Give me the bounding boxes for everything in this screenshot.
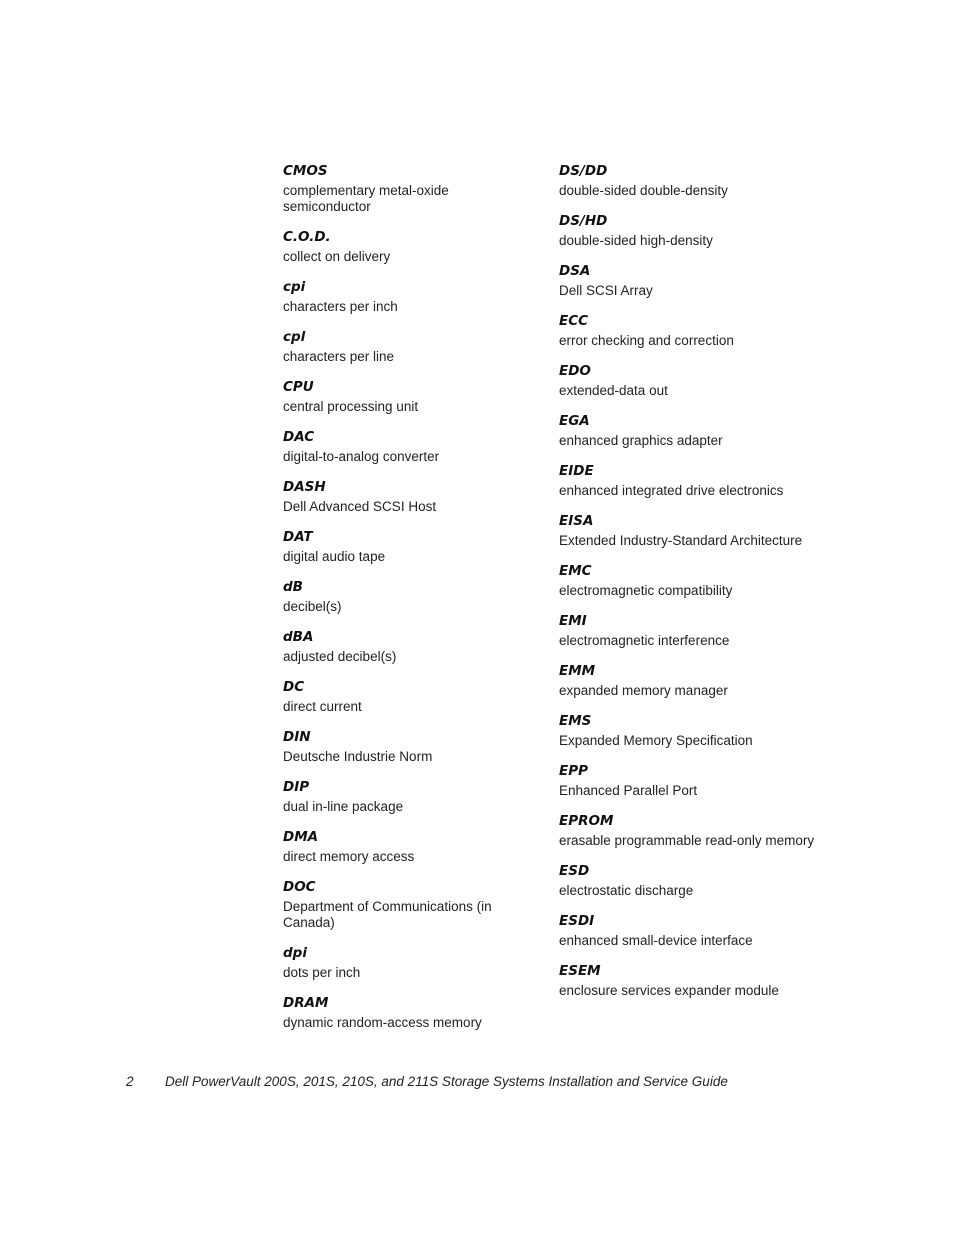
glossary-term: EMM bbox=[559, 663, 596, 679]
glossary-entry bbox=[559, 912, 829, 949]
glossary-entry bbox=[559, 662, 829, 699]
glossary-term: DASH bbox=[283, 479, 326, 495]
glossary-entry bbox=[559, 762, 829, 799]
glossary-term: CMOS bbox=[283, 163, 328, 179]
glossary-term: DIN bbox=[283, 729, 311, 745]
glossary-term: EDO bbox=[559, 363, 591, 379]
glossary-definition: Department of Communications (in Canada) bbox=[283, 899, 492, 930]
glossary-entry bbox=[559, 812, 829, 849]
glossary-definition: extended-data out bbox=[559, 383, 668, 398]
glossary-term: ECC bbox=[559, 313, 589, 329]
glossary-term: dBA bbox=[283, 629, 314, 645]
glossary-entry bbox=[559, 162, 829, 199]
glossary-definition: digital audio tape bbox=[283, 549, 386, 564]
glossary-term: ESDI bbox=[559, 913, 595, 929]
glossary-term: ESEM bbox=[559, 963, 601, 979]
glossary-definition: electrostatic discharge bbox=[559, 883, 694, 898]
glossary-definition: Deutsche Industrie Norm bbox=[283, 749, 433, 764]
page-number: 2 bbox=[126, 1074, 134, 1089]
glossary-term: dB bbox=[283, 579, 303, 595]
glossary-definition: electromagnetic compatibility bbox=[559, 583, 733, 598]
glossary-definition: enhanced graphics adapter bbox=[559, 433, 723, 448]
document-title: Dell PowerVault 200S, 201S, 210S, and 211S Storage Systems Installation and Service Guide bbox=[165, 1074, 728, 1089]
glossary-definition: characters per line bbox=[283, 349, 395, 364]
glossary-term: ESD bbox=[559, 863, 590, 879]
glossary-term: EMC bbox=[559, 563, 592, 579]
glossary-definition: enclosure services expander module bbox=[559, 983, 779, 998]
glossary-entry bbox=[283, 878, 538, 931]
glossary-entry bbox=[283, 578, 538, 615]
glossary-entry bbox=[283, 478, 538, 515]
glossary-definition: digital-to-analog converter bbox=[283, 449, 440, 464]
glossary-entry bbox=[559, 412, 829, 449]
glossary-definition: complementary metal-oxide semiconductor bbox=[283, 183, 449, 214]
glossary-definition: enhanced small-device interface bbox=[559, 933, 753, 948]
page-footer bbox=[126, 1073, 728, 1091]
glossary-definition: direct memory access bbox=[283, 849, 415, 864]
glossary-definition: enhanced integrated drive electronics bbox=[559, 483, 784, 498]
glossary-entry bbox=[283, 778, 538, 815]
glossary-entry bbox=[559, 212, 829, 249]
glossary-term: EIDE bbox=[559, 463, 594, 479]
glossary-term: DSA bbox=[559, 263, 591, 279]
glossary-definition: expanded memory manager bbox=[559, 683, 728, 698]
glossary-entry bbox=[559, 562, 829, 599]
glossary-term: cpi bbox=[283, 279, 306, 295]
glossary-definition: adjusted decibel(s) bbox=[283, 649, 397, 664]
glossary-term: C.O.D. bbox=[283, 229, 331, 245]
glossary-entry bbox=[283, 528, 538, 565]
glossary-term: CPU bbox=[283, 379, 314, 395]
glossary-definition: error checking and correction bbox=[559, 333, 734, 348]
glossary-entry bbox=[559, 362, 829, 399]
glossary-term: EGA bbox=[559, 413, 590, 429]
glossary-entry bbox=[283, 328, 538, 365]
glossary-definition: Dell SCSI Array bbox=[559, 283, 653, 298]
glossary-term: DC bbox=[283, 679, 305, 695]
glossary-entry bbox=[559, 612, 829, 649]
glossary-term: DS/DD bbox=[559, 163, 608, 179]
glossary-entry bbox=[283, 994, 538, 1031]
glossary-column-right bbox=[559, 162, 829, 1012]
glossary-term: EMI bbox=[559, 613, 587, 629]
glossary-definition: dots per inch bbox=[283, 965, 361, 980]
glossary-definition: Enhanced Parallel Port bbox=[559, 783, 698, 798]
glossary-term: DS/HD bbox=[559, 213, 608, 229]
glossary-term: EISA bbox=[559, 513, 594, 529]
glossary-definition: Expanded Memory Specification bbox=[559, 733, 753, 748]
glossary-entry bbox=[559, 862, 829, 899]
glossary-term: EMS bbox=[559, 713, 592, 729]
glossary-definition: direct current bbox=[283, 699, 362, 714]
glossary-definition: double-sided double-density bbox=[559, 183, 728, 198]
glossary-entry bbox=[283, 378, 538, 415]
glossary-term: DRAM bbox=[283, 995, 329, 1011]
glossary-term: DAC bbox=[283, 429, 315, 445]
glossary-definition: dynamic random-access memory bbox=[283, 1015, 482, 1030]
glossary-term: EPP bbox=[559, 763, 589, 779]
glossary-entry bbox=[559, 712, 829, 749]
glossary-term: cpl bbox=[283, 329, 306, 345]
glossary-entry bbox=[283, 428, 538, 465]
glossary-definition: decibel(s) bbox=[283, 599, 342, 614]
glossary-definition: characters per inch bbox=[283, 299, 398, 314]
glossary-definition: central processing unit bbox=[283, 399, 419, 414]
glossary-entry bbox=[559, 312, 829, 349]
glossary-column-left bbox=[283, 162, 538, 1044]
glossary-term: dpi bbox=[283, 945, 307, 961]
glossary-definition: Dell Advanced SCSI Host bbox=[283, 499, 437, 514]
glossary-term: DIP bbox=[283, 779, 310, 795]
glossary-entry bbox=[283, 828, 538, 865]
glossary-entry bbox=[283, 628, 538, 665]
glossary-entry bbox=[559, 262, 829, 299]
glossary-definition: erasable programmable read-only memory bbox=[559, 833, 815, 848]
glossary-definition: collect on delivery bbox=[283, 249, 391, 264]
glossary-entry bbox=[559, 512, 829, 549]
glossary-entry bbox=[283, 678, 538, 715]
glossary-entry bbox=[283, 728, 538, 765]
glossary-definition: Extended Industry-Standard Architecture bbox=[559, 533, 803, 548]
glossary-entry bbox=[283, 944, 538, 981]
glossary-entry bbox=[559, 962, 829, 999]
glossary-term: DMA bbox=[283, 829, 319, 845]
glossary-entry bbox=[283, 162, 538, 215]
glossary-term: DOC bbox=[283, 879, 316, 895]
glossary-definition: electromagnetic interference bbox=[559, 633, 730, 648]
glossary-entry bbox=[283, 228, 538, 265]
glossary-entry bbox=[283, 278, 538, 315]
glossary-term: EPROM bbox=[559, 813, 614, 829]
glossary-definition: dual in-line package bbox=[283, 799, 404, 814]
glossary-definition: double-sided high-density bbox=[559, 233, 713, 248]
glossary-term: DAT bbox=[283, 529, 313, 545]
glossary-entry bbox=[559, 462, 829, 499]
